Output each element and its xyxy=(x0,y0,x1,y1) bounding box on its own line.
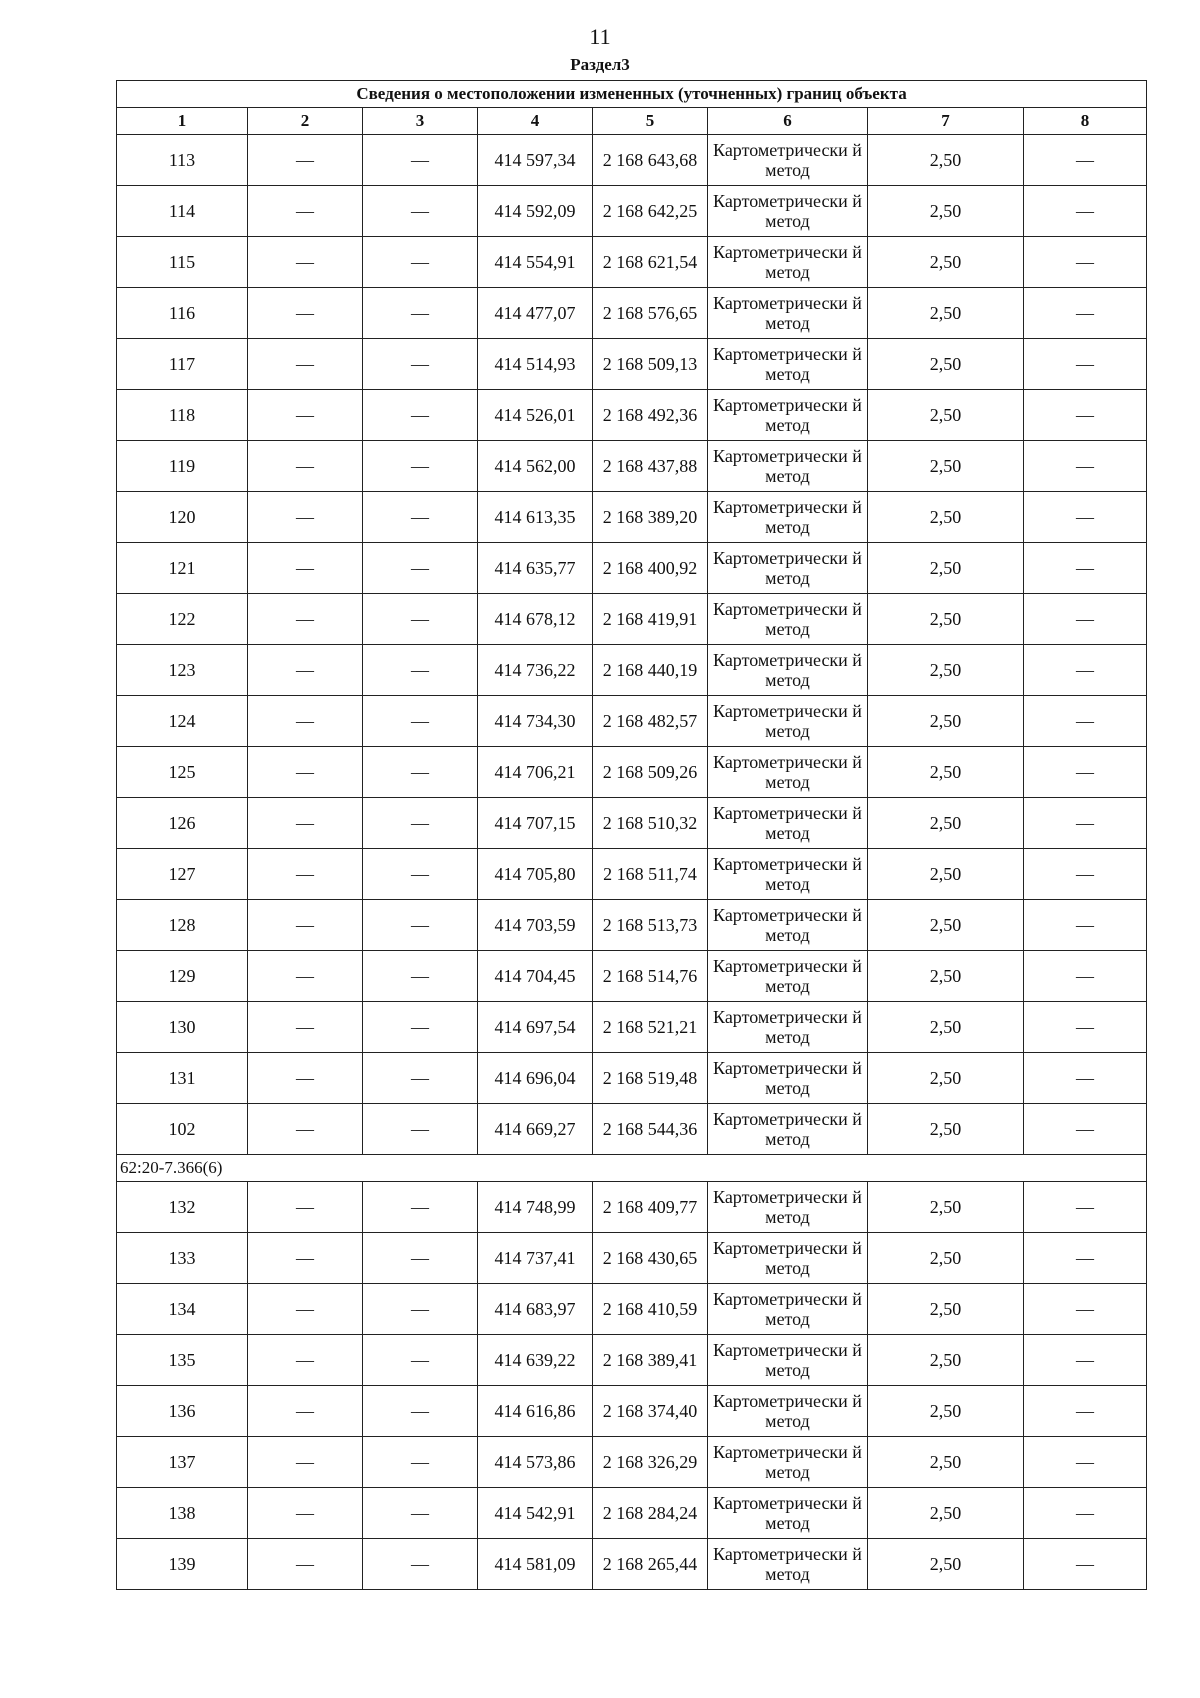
section-title: Раздел3 xyxy=(570,55,630,74)
col2-cell: — xyxy=(248,1233,363,1284)
col2-cell: — xyxy=(248,1539,363,1590)
table-row xyxy=(117,594,1147,645)
x-coordinate-cell: 414 592,09 xyxy=(478,186,593,237)
boundary-table xyxy=(116,80,1147,1590)
col2-cell: — xyxy=(248,1182,363,1233)
table-row xyxy=(117,441,1147,492)
col3-cell: — xyxy=(363,594,478,645)
col8-cell: — xyxy=(1024,1002,1147,1053)
y-coordinate-cell: 2 168 621,54 xyxy=(593,237,708,288)
column-header: 2 xyxy=(248,108,363,135)
x-coordinate-cell: 414 635,77 xyxy=(478,543,593,594)
col2-cell: — xyxy=(248,1053,363,1104)
point-number-cell: 135 xyxy=(117,1335,248,1386)
col8-cell: — xyxy=(1024,594,1147,645)
column-header: 8 xyxy=(1024,108,1147,135)
col8-cell: — xyxy=(1024,696,1147,747)
point-number-cell: 124 xyxy=(117,696,248,747)
col3-cell: — xyxy=(363,1104,478,1155)
y-coordinate-cell: 2 168 284,24 xyxy=(593,1488,708,1539)
y-coordinate-cell: 2 168 642,25 xyxy=(593,186,708,237)
accuracy-cell: 2,50 xyxy=(868,1437,1024,1488)
table-row xyxy=(117,237,1147,288)
method-cell: Картометрически й метод xyxy=(708,798,868,849)
accuracy-cell: 2,50 xyxy=(868,339,1024,390)
accuracy-cell: 2,50 xyxy=(868,645,1024,696)
col2-cell: — xyxy=(248,441,363,492)
x-coordinate-cell: 414 616,86 xyxy=(478,1386,593,1437)
x-coordinate-cell: 414 669,27 xyxy=(478,1104,593,1155)
accuracy-cell: 2,50 xyxy=(868,1539,1024,1590)
col8-cell: — xyxy=(1024,747,1147,798)
accuracy-cell: 2,50 xyxy=(868,1335,1024,1386)
point-number-cell: 132 xyxy=(117,1182,248,1233)
method-cell: Картометрически й метод xyxy=(708,186,868,237)
col8-cell: — xyxy=(1024,390,1147,441)
y-coordinate-cell: 2 168 437,88 xyxy=(593,441,708,492)
point-number-cell: 113 xyxy=(117,135,248,186)
x-coordinate-cell: 414 526,01 xyxy=(478,390,593,441)
x-coordinate-cell: 414 706,21 xyxy=(478,747,593,798)
accuracy-cell: 2,50 xyxy=(868,696,1024,747)
col3-cell: — xyxy=(363,135,478,186)
method-cell: Картометрически й метод xyxy=(708,951,868,1002)
x-coordinate-cell: 414 736,22 xyxy=(478,645,593,696)
col8-cell: — xyxy=(1024,1488,1147,1539)
col8-cell: — xyxy=(1024,1182,1147,1233)
col3-cell: — xyxy=(363,900,478,951)
col3-cell: — xyxy=(363,237,478,288)
method-cell: Картометрически й метод xyxy=(708,237,868,288)
method-cell: Картометрически й метод xyxy=(708,1182,868,1233)
y-coordinate-cell: 2 168 482,57 xyxy=(593,696,708,747)
col2-cell: — xyxy=(248,951,363,1002)
x-coordinate-cell: 414 734,30 xyxy=(478,696,593,747)
column-number-row xyxy=(117,108,1147,135)
point-number-cell: 136 xyxy=(117,1386,248,1437)
table-row xyxy=(117,1053,1147,1104)
method-cell: Картометрически й метод xyxy=(708,1104,868,1155)
method-cell: Картометрически й метод xyxy=(708,900,868,951)
group-label: 62:20-7.366(6) xyxy=(117,1155,1147,1182)
col8-cell: — xyxy=(1024,339,1147,390)
method-cell: Картометрически й метод xyxy=(708,543,868,594)
col2-cell: — xyxy=(248,492,363,543)
y-coordinate-cell: 2 168 576,65 xyxy=(593,288,708,339)
group-row xyxy=(117,1155,1147,1182)
table-row xyxy=(117,1182,1147,1233)
col8-cell: — xyxy=(1024,798,1147,849)
col8-cell: — xyxy=(1024,1335,1147,1386)
x-coordinate-cell: 414 581,09 xyxy=(478,1539,593,1590)
point-number-cell: 120 xyxy=(117,492,248,543)
x-coordinate-cell: 414 678,12 xyxy=(478,594,593,645)
col3-cell: — xyxy=(363,543,478,594)
col2-cell: — xyxy=(248,339,363,390)
accuracy-cell: 2,50 xyxy=(868,1002,1024,1053)
x-coordinate-cell: 414 573,86 xyxy=(478,1437,593,1488)
col8-cell: — xyxy=(1024,288,1147,339)
col3-cell: — xyxy=(363,1437,478,1488)
method-cell: Картометрически й метод xyxy=(708,339,868,390)
point-number-cell: 138 xyxy=(117,1488,248,1539)
point-number-cell: 126 xyxy=(117,798,248,849)
col8-cell: — xyxy=(1024,1104,1147,1155)
table-row xyxy=(117,135,1147,186)
column-header: 4 xyxy=(478,108,593,135)
col8-cell: — xyxy=(1024,900,1147,951)
point-number-cell: 118 xyxy=(117,390,248,441)
column-header: 1 xyxy=(117,108,248,135)
y-coordinate-cell: 2 168 519,48 xyxy=(593,1053,708,1104)
method-cell: Картометрически й метод xyxy=(708,645,868,696)
col3-cell: — xyxy=(363,1539,478,1590)
point-number-cell: 116 xyxy=(117,288,248,339)
table-row xyxy=(117,492,1147,543)
accuracy-cell: 2,50 xyxy=(868,594,1024,645)
point-number-cell: 115 xyxy=(117,237,248,288)
x-coordinate-cell: 414 696,04 xyxy=(478,1053,593,1104)
point-number-cell: 102 xyxy=(117,1104,248,1155)
y-coordinate-cell: 2 168 509,26 xyxy=(593,747,708,798)
y-coordinate-cell: 2 168 389,41 xyxy=(593,1335,708,1386)
column-header: 6 xyxy=(708,108,868,135)
x-coordinate-cell: 414 683,97 xyxy=(478,1284,593,1335)
y-coordinate-cell: 2 168 643,68 xyxy=(593,135,708,186)
y-coordinate-cell: 2 168 544,36 xyxy=(593,1104,708,1155)
col8-cell: — xyxy=(1024,1539,1147,1590)
method-cell: Картометрически й метод xyxy=(708,390,868,441)
page-number: 11 xyxy=(589,24,611,49)
col8-cell: — xyxy=(1024,186,1147,237)
y-coordinate-cell: 2 168 521,21 xyxy=(593,1002,708,1053)
method-cell: Картометрически й метод xyxy=(708,1539,868,1590)
col3-cell: — xyxy=(363,1182,478,1233)
point-number-cell: 117 xyxy=(117,339,248,390)
col2-cell: — xyxy=(248,696,363,747)
accuracy-cell: 2,50 xyxy=(868,441,1024,492)
point-number-cell: 123 xyxy=(117,645,248,696)
accuracy-cell: 2,50 xyxy=(868,288,1024,339)
method-cell: Картометрически й метод xyxy=(708,747,868,798)
col2-cell: — xyxy=(248,747,363,798)
y-coordinate-cell: 2 168 326,29 xyxy=(593,1437,708,1488)
point-number-cell: 114 xyxy=(117,186,248,237)
col3-cell: — xyxy=(363,441,478,492)
col2-cell: — xyxy=(248,135,363,186)
col3-cell: — xyxy=(363,798,478,849)
y-coordinate-cell: 2 168 400,92 xyxy=(593,543,708,594)
y-coordinate-cell: 2 168 514,76 xyxy=(593,951,708,1002)
column-header: 3 xyxy=(363,108,478,135)
col8-cell: — xyxy=(1024,441,1147,492)
x-coordinate-cell: 414 707,15 xyxy=(478,798,593,849)
point-number-cell: 122 xyxy=(117,594,248,645)
x-coordinate-cell: 414 613,35 xyxy=(478,492,593,543)
table-row xyxy=(117,1386,1147,1437)
col8-cell: — xyxy=(1024,237,1147,288)
accuracy-cell: 2,50 xyxy=(868,900,1024,951)
accuracy-cell: 2,50 xyxy=(868,1104,1024,1155)
point-number-cell: 133 xyxy=(117,1233,248,1284)
col3-cell: — xyxy=(363,1284,478,1335)
col8-cell: — xyxy=(1024,849,1147,900)
x-coordinate-cell: 414 639,22 xyxy=(478,1335,593,1386)
accuracy-cell: 2,50 xyxy=(868,849,1024,900)
point-number-cell: 121 xyxy=(117,543,248,594)
accuracy-cell: 2,50 xyxy=(868,390,1024,441)
x-coordinate-cell: 414 542,91 xyxy=(478,1488,593,1539)
x-coordinate-cell: 414 554,91 xyxy=(478,237,593,288)
col3-cell: — xyxy=(363,1488,478,1539)
col8-cell: — xyxy=(1024,1053,1147,1104)
x-coordinate-cell: 414 703,59 xyxy=(478,900,593,951)
col2-cell: — xyxy=(248,1437,363,1488)
col3-cell: — xyxy=(363,288,478,339)
table-row xyxy=(117,696,1147,747)
column-header: 5 xyxy=(593,108,708,135)
col3-cell: — xyxy=(363,1233,478,1284)
method-cell: Картометрически й метод xyxy=(708,849,868,900)
col2-cell: — xyxy=(248,1335,363,1386)
point-number-cell: 137 xyxy=(117,1437,248,1488)
table-row xyxy=(117,1488,1147,1539)
table-row xyxy=(117,288,1147,339)
accuracy-cell: 2,50 xyxy=(868,135,1024,186)
accuracy-cell: 2,50 xyxy=(868,237,1024,288)
accuracy-cell: 2,50 xyxy=(868,1386,1024,1437)
table-row xyxy=(117,1233,1147,1284)
col3-cell: — xyxy=(363,1053,478,1104)
accuracy-cell: 2,50 xyxy=(868,1488,1024,1539)
table-row xyxy=(117,1104,1147,1155)
method-cell: Картометрически й метод xyxy=(708,1002,868,1053)
y-coordinate-cell: 2 168 265,44 xyxy=(593,1539,708,1590)
accuracy-cell: 2,50 xyxy=(868,1284,1024,1335)
table-row xyxy=(117,543,1147,594)
method-cell: Картометрически й метод xyxy=(708,492,868,543)
table-row xyxy=(117,1437,1147,1488)
point-number-cell: 129 xyxy=(117,951,248,1002)
y-coordinate-cell: 2 168 389,20 xyxy=(593,492,708,543)
col3-cell: — xyxy=(363,747,478,798)
table-row xyxy=(117,186,1147,237)
accuracy-cell: 2,50 xyxy=(868,951,1024,1002)
table-row xyxy=(117,1002,1147,1053)
col8-cell: — xyxy=(1024,951,1147,1002)
col8-cell: — xyxy=(1024,1437,1147,1488)
table-row xyxy=(117,798,1147,849)
x-coordinate-cell: 414 737,41 xyxy=(478,1233,593,1284)
y-coordinate-cell: 2 168 440,19 xyxy=(593,645,708,696)
col2-cell: — xyxy=(248,645,363,696)
point-number-cell: 130 xyxy=(117,1002,248,1053)
table-row xyxy=(117,1539,1147,1590)
col3-cell: — xyxy=(363,186,478,237)
col2-cell: — xyxy=(248,1488,363,1539)
col3-cell: — xyxy=(363,951,478,1002)
method-cell: Картометрически й метод xyxy=(708,288,868,339)
col3-cell: — xyxy=(363,696,478,747)
col2-cell: — xyxy=(248,1104,363,1155)
x-coordinate-cell: 414 477,07 xyxy=(478,288,593,339)
table-row xyxy=(117,900,1147,951)
col2-cell: — xyxy=(248,849,363,900)
method-cell: Картометрически й метод xyxy=(708,696,868,747)
col8-cell: — xyxy=(1024,543,1147,594)
accuracy-cell: 2,50 xyxy=(868,747,1024,798)
x-coordinate-cell: 414 597,34 xyxy=(478,135,593,186)
y-coordinate-cell: 2 168 409,77 xyxy=(593,1182,708,1233)
x-coordinate-cell: 414 704,45 xyxy=(478,951,593,1002)
accuracy-cell: 2,50 xyxy=(868,186,1024,237)
point-number-cell: 134 xyxy=(117,1284,248,1335)
col3-cell: — xyxy=(363,1335,478,1386)
y-coordinate-cell: 2 168 419,91 xyxy=(593,594,708,645)
table-caption: Сведения о местоположении измененных (уточненных) границ объекта xyxy=(117,81,1147,108)
table-row xyxy=(117,1335,1147,1386)
point-number-cell: 139 xyxy=(117,1539,248,1590)
table-row xyxy=(117,1284,1147,1335)
method-cell: Картометрически й метод xyxy=(708,1488,868,1539)
col3-cell: — xyxy=(363,1386,478,1437)
col3-cell: — xyxy=(363,1002,478,1053)
col3-cell: — xyxy=(363,492,478,543)
x-coordinate-cell: 414 514,93 xyxy=(478,339,593,390)
col2-cell: — xyxy=(248,798,363,849)
accuracy-cell: 2,50 xyxy=(868,1182,1024,1233)
point-number-cell: 128 xyxy=(117,900,248,951)
col2-cell: — xyxy=(248,1386,363,1437)
method-cell: Картометрически й метод xyxy=(708,1437,868,1488)
table-row xyxy=(117,747,1147,798)
table-row xyxy=(117,849,1147,900)
y-coordinate-cell: 2 168 374,40 xyxy=(593,1386,708,1437)
table-row xyxy=(117,339,1147,390)
col2-cell: — xyxy=(248,288,363,339)
col2-cell: — xyxy=(248,186,363,237)
method-cell: Картометрически й метод xyxy=(708,1053,868,1104)
accuracy-cell: 2,50 xyxy=(868,798,1024,849)
x-coordinate-cell: 414 562,00 xyxy=(478,441,593,492)
col2-cell: — xyxy=(248,1284,363,1335)
col8-cell: — xyxy=(1024,492,1147,543)
table-body xyxy=(117,135,1147,1590)
col8-cell: — xyxy=(1024,645,1147,696)
y-coordinate-cell: 2 168 511,74 xyxy=(593,849,708,900)
col8-cell: — xyxy=(1024,1233,1147,1284)
col3-cell: — xyxy=(363,339,478,390)
method-cell: Картометрически й метод xyxy=(708,1335,868,1386)
col8-cell: — xyxy=(1024,135,1147,186)
col2-cell: — xyxy=(248,237,363,288)
point-number-cell: 127 xyxy=(117,849,248,900)
accuracy-cell: 2,50 xyxy=(868,492,1024,543)
col3-cell: — xyxy=(363,645,478,696)
column-header: 7 xyxy=(868,108,1024,135)
col3-cell: — xyxy=(363,849,478,900)
x-coordinate-cell: 414 705,80 xyxy=(478,849,593,900)
accuracy-cell: 2,50 xyxy=(868,1053,1024,1104)
table-row xyxy=(117,645,1147,696)
point-number-cell: 119 xyxy=(117,441,248,492)
y-coordinate-cell: 2 168 410,59 xyxy=(593,1284,708,1335)
x-coordinate-cell: 414 748,99 xyxy=(478,1182,593,1233)
point-number-cell: 131 xyxy=(117,1053,248,1104)
accuracy-cell: 2,50 xyxy=(868,1233,1024,1284)
method-cell: Картометрически й метод xyxy=(708,1284,868,1335)
y-coordinate-cell: 2 168 509,13 xyxy=(593,339,708,390)
y-coordinate-cell: 2 168 430,65 xyxy=(593,1233,708,1284)
y-coordinate-cell: 2 168 513,73 xyxy=(593,900,708,951)
method-cell: Картометрически й метод xyxy=(708,1386,868,1437)
table-row xyxy=(117,390,1147,441)
col2-cell: — xyxy=(248,1002,363,1053)
method-cell: Картометрически й метод xyxy=(708,135,868,186)
method-cell: Картометрически й метод xyxy=(708,441,868,492)
method-cell: Картометрически й метод xyxy=(708,594,868,645)
col3-cell: — xyxy=(363,390,478,441)
method-cell: Картометрически й метод xyxy=(708,1233,868,1284)
col8-cell: — xyxy=(1024,1386,1147,1437)
point-number-cell: 125 xyxy=(117,747,248,798)
col2-cell: — xyxy=(248,390,363,441)
col2-cell: — xyxy=(248,594,363,645)
table-row xyxy=(117,951,1147,1002)
col8-cell: — xyxy=(1024,1284,1147,1335)
y-coordinate-cell: 2 168 510,32 xyxy=(593,798,708,849)
x-coordinate-cell: 414 697,54 xyxy=(478,1002,593,1053)
col2-cell: — xyxy=(248,543,363,594)
col2-cell: — xyxy=(248,900,363,951)
accuracy-cell: 2,50 xyxy=(868,543,1024,594)
y-coordinate-cell: 2 168 492,36 xyxy=(593,390,708,441)
